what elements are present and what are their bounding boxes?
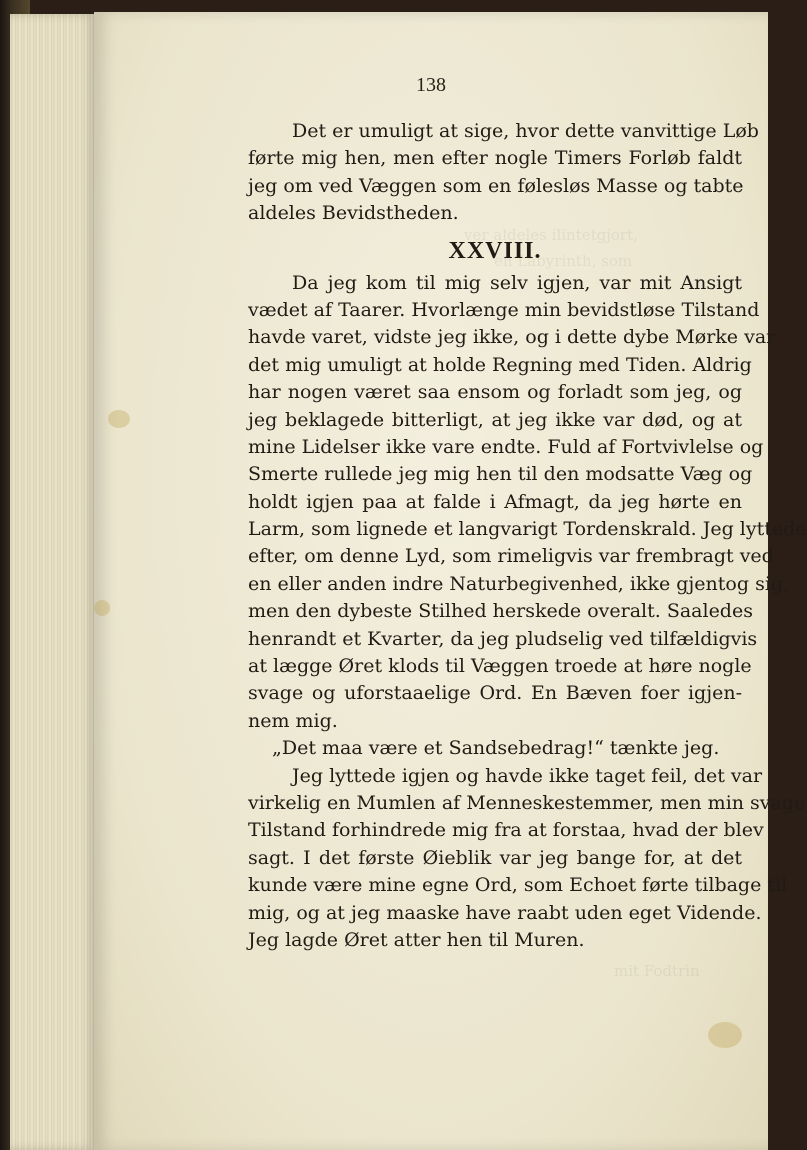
text-line: Det er umuligt at sige, hvor dette vanvittige Løb xyxy=(292,120,759,142)
text-line: Da jeg kom til mig selv igjen, var mit Ansigt xyxy=(292,271,742,294)
paper-stain xyxy=(94,600,110,616)
text-line: Smerte rullede jeg mig hen til den modsatte Væg og xyxy=(248,463,753,486)
show-through-text: en Labyrinth, som xyxy=(494,252,633,270)
text-line: nem mig. xyxy=(248,709,338,732)
text-line: en eller anden indre Naturbegivenhed, ikke gjentog sig, xyxy=(248,572,790,595)
text-line: havde varet, vidste jeg ikke, og i dette dybe Mørke var xyxy=(248,326,776,349)
text-line: har nogen været saa ensom og forladt som jeg, og xyxy=(248,381,742,404)
text-line: sagt. I det første Øieblik var jeg bange for, at det xyxy=(248,846,742,869)
text-line: mine Lidelser ikke vare endte. Fuld af Fortvivlelse og xyxy=(248,435,764,458)
chapter-heading: XXVIII. xyxy=(448,237,542,264)
text-line: Tilstand forhindrede mig fra at forstaa, hvad der blev xyxy=(248,819,764,842)
text-line: jeg beklagede bitterligt, at jeg ikke var død, og at xyxy=(248,408,742,431)
paper-stain xyxy=(708,1022,742,1048)
text-line: virkelig en Mumlen af Menneskestemmer, men min svage xyxy=(248,791,806,814)
text-line: det mig umuligt at holde Regning med Tiden. Aldrig xyxy=(248,353,752,376)
show-through-text: ver aldeles ilintetgjort, xyxy=(464,226,638,244)
text-line: Jeg lagde Øret atter hen til Muren. xyxy=(248,928,585,951)
text-line: men den dybeste Stilhed herskede overalt. Saaledes xyxy=(248,600,753,623)
text-line: henrandt et Kvarter, da jeg pludselig ved tilfældigvis xyxy=(248,627,758,650)
text-line: mig, og at jeg maaske have raabt uden eget Vidende. xyxy=(248,901,762,924)
text-line: kunde være mine egne Ord, som Echoet førte tilbage til xyxy=(248,874,788,897)
text-line: efter, om denne Lyd, som rimeligvis var frembragt ved xyxy=(248,545,774,568)
text-line: Larm, som lignede et langvarigt Tordenskrald. Jeg lyttede xyxy=(248,518,807,541)
text-line: vædet af Taarer. Hvorlænge min bevidstløse Tilstand xyxy=(248,298,760,321)
text-line: jeg om ved Væggen som en følesløs Masse og tabte xyxy=(248,174,744,197)
paper-stain xyxy=(108,410,130,428)
text-line: holdt igjen paa at falde i Afmagt, da jeg hørte en xyxy=(248,490,742,513)
page-number: 138 xyxy=(416,74,446,96)
text-line: aldeles Bevidstheden. xyxy=(248,202,459,225)
show-through-text: mit Fodtrin xyxy=(614,962,700,980)
text-line: førte mig hen, men efter nogle Timers Forløb faldt xyxy=(248,147,742,170)
text-line: at lægge Øret klods til Væggen troede at høre nogle xyxy=(248,655,752,678)
text-line: svage og uforstaaelige Ord. En Bæven foer igjen- xyxy=(248,682,742,705)
page-edges xyxy=(10,14,96,1150)
text-line: Jeg lyttede igjen og havde ikke taget feil, det var xyxy=(292,764,763,787)
text-block xyxy=(248,118,807,954)
text-line: „Det maa være et Sandsebedrag!“ tænkte jeg. xyxy=(272,737,720,760)
